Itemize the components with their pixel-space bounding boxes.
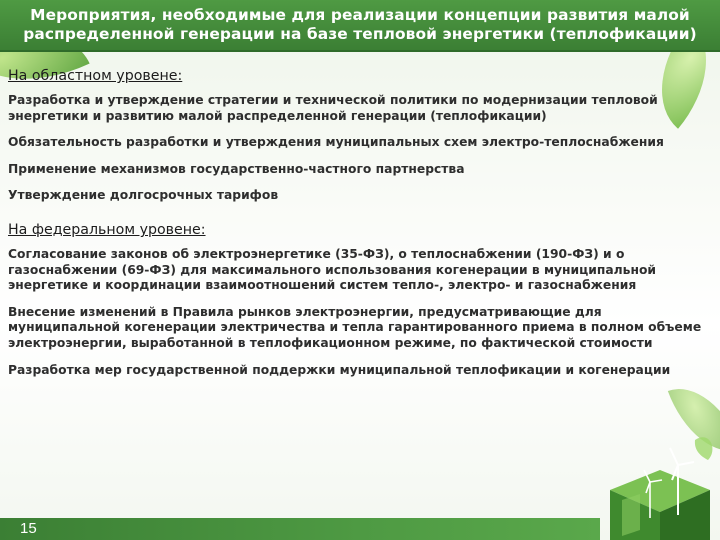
regional-item-2: Обязательность разработки и утверждения муниципальных схем электро-теплоснабжения xyxy=(8,135,664,150)
footer-bar xyxy=(0,518,600,540)
regional-item-1: Разработка и утверждение стратегии и технической политики по модернизации тепловой энергетики и развитию малой распределенной генерации (теплофикации) xyxy=(8,93,658,123)
title-bar xyxy=(0,0,720,52)
slide-content xyxy=(8,68,708,389)
slide-title-line-1: Мероприятия, необходимые для реализации концепции развития малой xyxy=(30,6,690,24)
slide-title xyxy=(23,6,696,44)
federal-item-3: Разработка мер государственной поддержки муниципальной теплофикации и когенерации xyxy=(8,362,671,377)
regional-item-3: Применение механизмов государственно-частного партнерства xyxy=(8,161,465,176)
regional-item-4: Утверждение долгосрочных тарифов xyxy=(8,188,279,203)
federal-item-2: Внесение изменений в Правила рынков электроэнергии, предусматривающие для муниципальной когенерации электричества и тепла гарантированного приема в полном объеме электроэнергии, выработанной в теплофикационном режиме, по фактической стоимости xyxy=(8,304,702,350)
page-number: 15 xyxy=(20,520,37,537)
federal-heading: На федеральном уровене: xyxy=(8,221,206,238)
leaf-icon xyxy=(695,437,713,460)
federal-item-1: Согласование законов об электроэнергетике (35-ФЗ), о теплоснабжении (190-ФЗ) и о газоснабжении (69-ФЗ) для максимального использования когенерации в муниципальной энергетике и координации взаимоотношений систем тепло-, электро- и газоснабжения xyxy=(8,246,657,293)
wind-turbine-icon xyxy=(600,420,720,540)
slide-title-line-2: распределенной генерации на базе тепловой энергетики (теплофикации) xyxy=(23,25,697,43)
regional-heading: На областном уровене: xyxy=(8,68,183,84)
